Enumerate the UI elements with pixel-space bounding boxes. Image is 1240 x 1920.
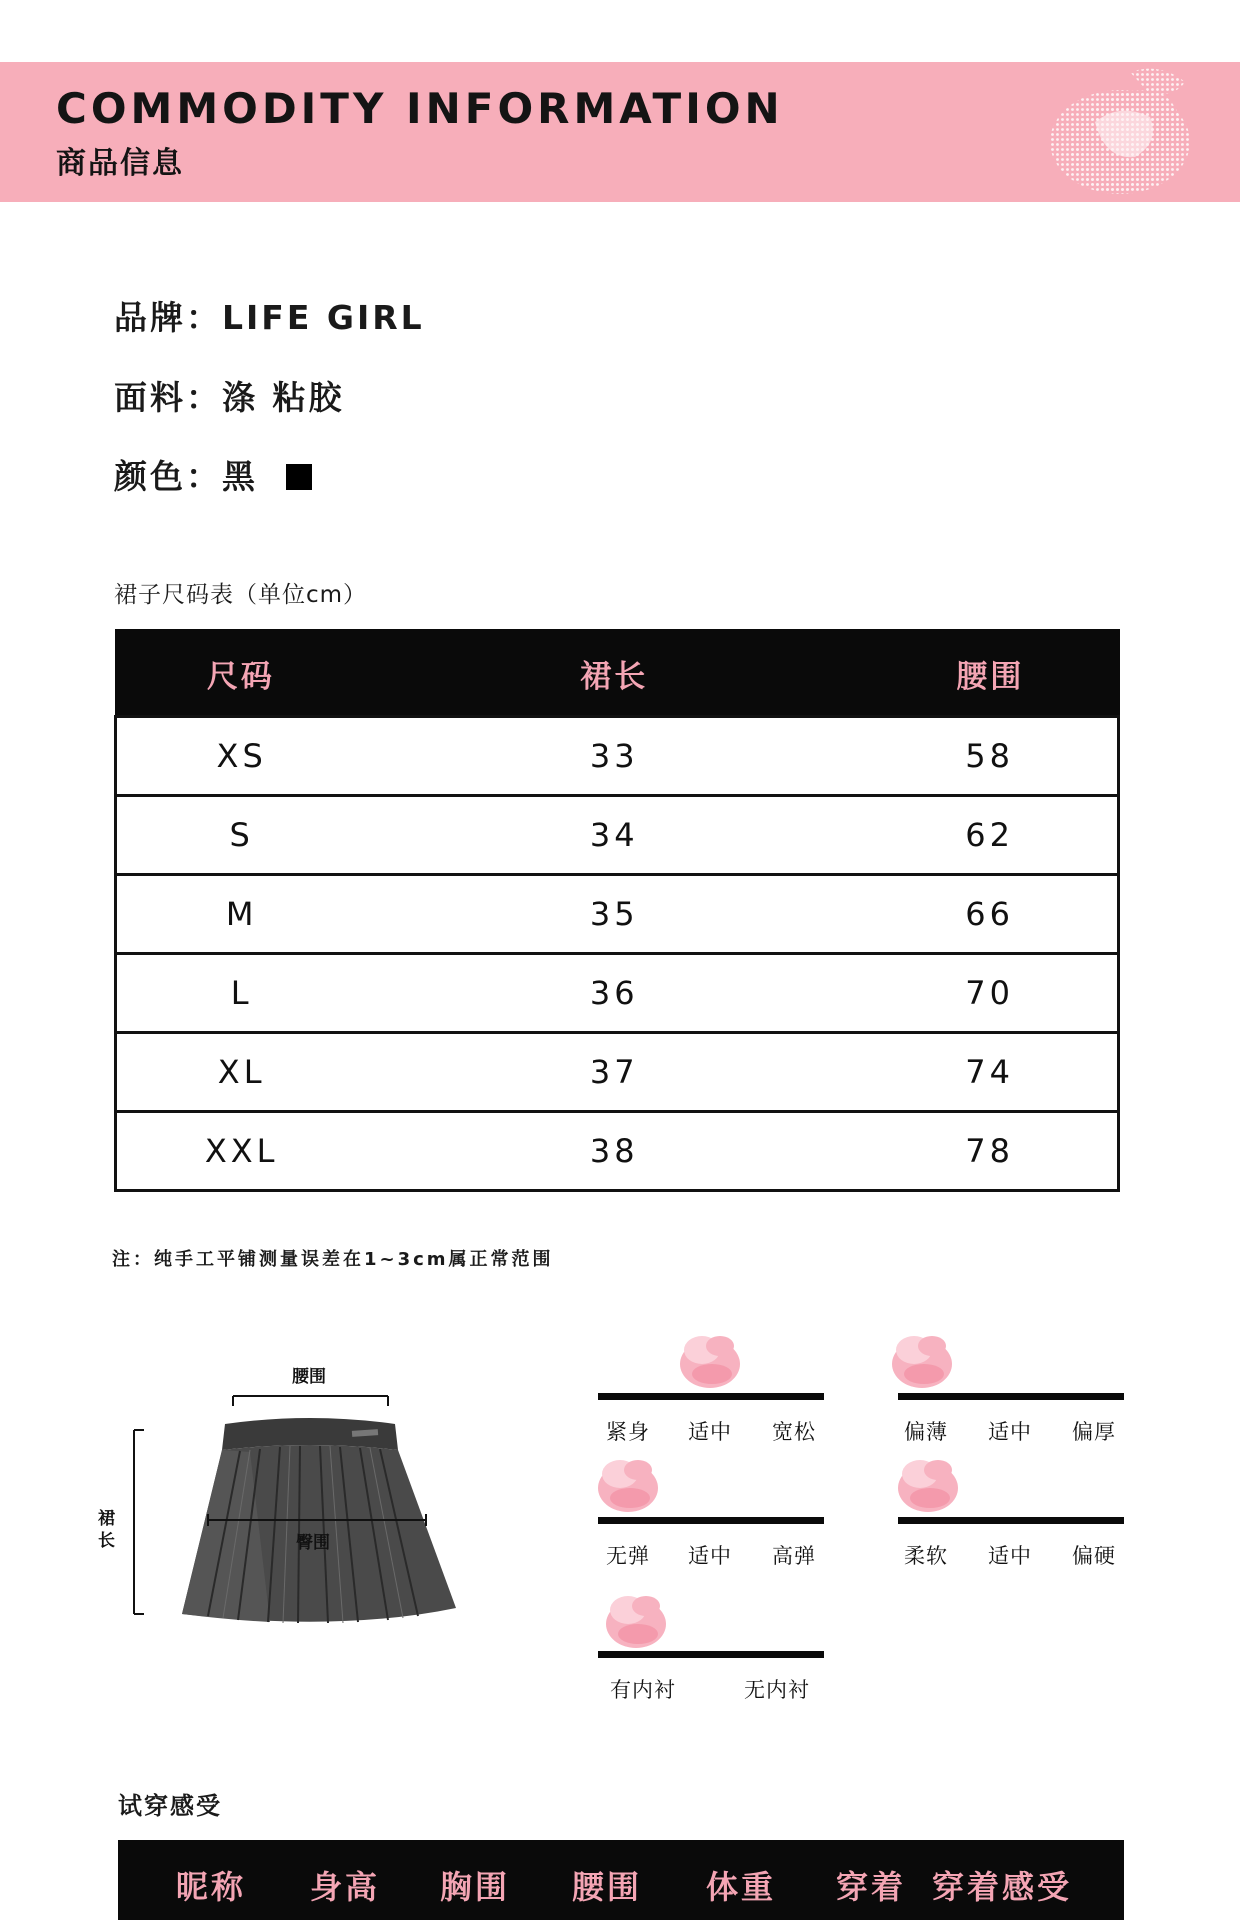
thickness-label-thin: 偏薄 — [904, 1420, 948, 1444]
lining-label-with: 有内衬 — [610, 1678, 676, 1702]
length-cell: 35 — [366, 875, 862, 954]
waist-label: 腰围 — [292, 1367, 326, 1387]
size-cell: XS — [116, 717, 367, 796]
header-waist: 腰围 — [862, 630, 1118, 717]
softness-label-medium: 适中 — [988, 1544, 1032, 1568]
stretch-scale-bar — [598, 1517, 824, 1524]
size-table-caption: 裙子尺码表（单位cm） — [114, 582, 368, 608]
waist-cell: 70 — [862, 954, 1118, 1033]
header-length: 裙长 — [366, 630, 862, 717]
header-size: 尺码 — [116, 630, 367, 717]
softness-marker-rose-icon — [890, 1444, 966, 1520]
length-cell: 33 — [366, 717, 862, 796]
softness-label-soft: 柔软 — [904, 1544, 948, 1568]
stretch-marker-rose-icon — [590, 1444, 666, 1520]
length-cell: 37 — [366, 1033, 862, 1112]
fit-label-medium: 适中 — [688, 1420, 732, 1444]
softness-scale-bar — [898, 1517, 1124, 1524]
length-cell: 38 — [366, 1112, 862, 1191]
try-col-bust: 胸围 — [440, 1868, 511, 1906]
banner-title: COMMODITY INFORMATION — [56, 84, 784, 133]
skirt-diagram — [90, 1350, 490, 1670]
size-cell: XL — [116, 1033, 367, 1112]
table-row — [116, 1033, 1119, 1112]
waist-cell: 74 — [862, 1033, 1118, 1112]
waist-cell: 62 — [862, 796, 1118, 875]
table-row — [116, 796, 1119, 875]
measurement-note: 注：纯手工平铺测量误差在1~3cm属正常范围 — [112, 1249, 554, 1270]
color-label: 颜色：黑 — [114, 457, 258, 496]
try-col-wearing: 穿着 — [836, 1868, 907, 1906]
length-cell: 34 — [366, 796, 862, 875]
length-label-bottom: 长 — [98, 1531, 115, 1551]
lining-label-without: 无内衬 — [744, 1678, 810, 1702]
thickness-label-thick: 偏厚 — [1072, 1420, 1116, 1444]
stretch-label-none: 无弹 — [606, 1544, 650, 1568]
try-col-weight: 体重 — [706, 1868, 777, 1906]
size-cell: L — [116, 954, 367, 1033]
brand-line: 品牌：LIFE GIRL — [114, 298, 425, 337]
softness-label-hard: 偏硬 — [1072, 1544, 1116, 1568]
size-table — [114, 629, 1120, 1192]
table-row — [116, 954, 1119, 1033]
color-swatch — [286, 464, 312, 490]
banner-subtitle: 商品信息 — [56, 146, 184, 181]
waist-cell: 66 — [862, 875, 1118, 954]
fit-scale-bar — [598, 1393, 824, 1400]
fit-label-tight: 紧身 — [606, 1420, 650, 1444]
try-col-nickname: 昵称 — [176, 1868, 247, 1906]
try-col-waist: 腰围 — [572, 1868, 643, 1906]
fit-marker-rose-icon — [672, 1320, 748, 1396]
stretch-label-high: 高弹 — [772, 1544, 816, 1568]
size-cell: M — [116, 875, 367, 954]
size-cell: S — [116, 796, 367, 875]
table-row — [116, 1112, 1119, 1191]
fit-label-loose: 宽松 — [772, 1420, 816, 1444]
thickness-label-medium: 适中 — [988, 1420, 1032, 1444]
try-col-feeling: 穿着感受 — [932, 1868, 1073, 1906]
thickness-scale-bar — [898, 1393, 1124, 1400]
try-col-height: 身高 — [310, 1868, 381, 1906]
length-cell: 36 — [366, 954, 862, 1033]
length-label-top: 裙 — [98, 1509, 115, 1529]
try-on-title: 试穿感受 — [118, 1792, 222, 1820]
lining-scale-bar — [598, 1651, 824, 1658]
table-row — [116, 875, 1119, 954]
waist-cell: 78 — [862, 1112, 1118, 1191]
size-cell: XXL — [116, 1112, 367, 1191]
lining-marker-rose-icon — [598, 1580, 674, 1656]
color-line — [114, 451, 312, 498]
waist-cell: 58 — [862, 717, 1118, 796]
thickness-marker-rose-icon — [884, 1320, 960, 1396]
stretch-label-medium: 适中 — [688, 1544, 732, 1568]
table-row — [116, 717, 1119, 796]
rose-decoration-icon — [1010, 62, 1210, 202]
hip-label: 臀围 — [296, 1533, 330, 1553]
fabric-line: 面料：涤 粘胶 — [114, 378, 345, 417]
